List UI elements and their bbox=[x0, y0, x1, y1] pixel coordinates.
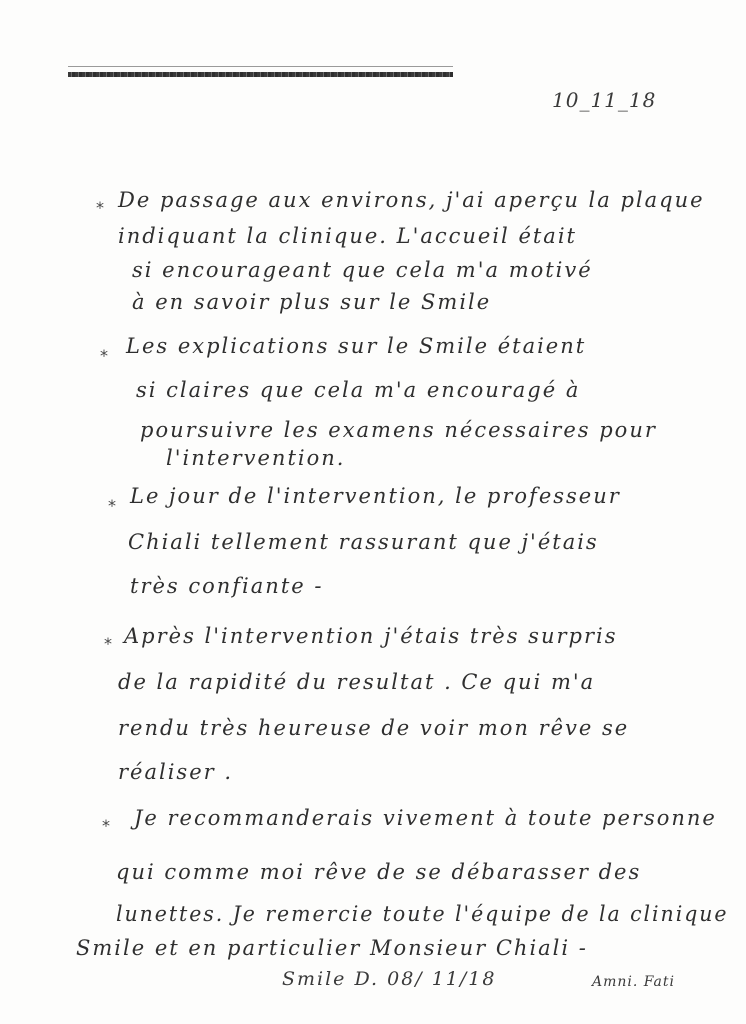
scan-artifact-thin-line bbox=[68, 66, 453, 67]
p4-line-1: Après l'intervention j'étais très surpris bbox=[124, 624, 618, 648]
scan-artifact-thick-line bbox=[68, 72, 453, 77]
p5-line-1: Je recommanderais vivement à toute personne bbox=[134, 806, 717, 830]
p4-line-3: rendu très heureuse de voir mon rêve se bbox=[118, 716, 630, 740]
p5-line-2: qui comme moi rêve de se débarasser des bbox=[116, 860, 642, 884]
p4-line-2: de la rapidité du resultat . Ce qui m'a bbox=[118, 670, 596, 694]
p3-line-3: très confiante - bbox=[130, 574, 324, 598]
p4-line-4: réaliser . bbox=[118, 760, 234, 784]
p3-line-1: Le jour de l'intervention, le professeur bbox=[130, 484, 621, 508]
p1-line-1: De passage aux environs, j'ai aperçu la plaque bbox=[118, 188, 705, 212]
p2-line-2: si claires que cela m'a encouragé à bbox=[136, 378, 581, 402]
bullet-2: * bbox=[100, 346, 108, 365]
p3-line-2: Chiali tellement rassurant que j'étais bbox=[128, 530, 599, 554]
p1-line-2: indiquant la clinique. L'accueil était bbox=[118, 224, 577, 248]
bullet-4: * bbox=[104, 634, 112, 653]
bullet-1: * bbox=[96, 198, 104, 217]
signature: Amni. Fati bbox=[592, 974, 675, 990]
letter-date: 10_11_18 bbox=[552, 88, 657, 112]
bullet-5: * bbox=[102, 816, 110, 835]
p5-line-4: Smile et en particulier Monsieur Chiali - bbox=[76, 936, 588, 960]
p5-line-3: lunettes. Je remercie toute l'équipe de la clinique bbox=[116, 902, 729, 926]
p2-line-4: l'intervention. bbox=[166, 446, 346, 470]
p2-line-1: Les explications sur le Smile étaient bbox=[126, 334, 587, 358]
p1-line-3: si encourageant que cela m'a motivé bbox=[132, 258, 593, 282]
bullet-3: * bbox=[108, 496, 116, 515]
scan-artifact-bar bbox=[68, 66, 453, 78]
signature-line: Smile D. 08/ 11/18 bbox=[282, 968, 497, 990]
p1-line-4: à en savoir plus sur le Smile bbox=[132, 290, 492, 314]
p2-line-3: poursuivre les examens nécessaires pour bbox=[140, 418, 657, 442]
